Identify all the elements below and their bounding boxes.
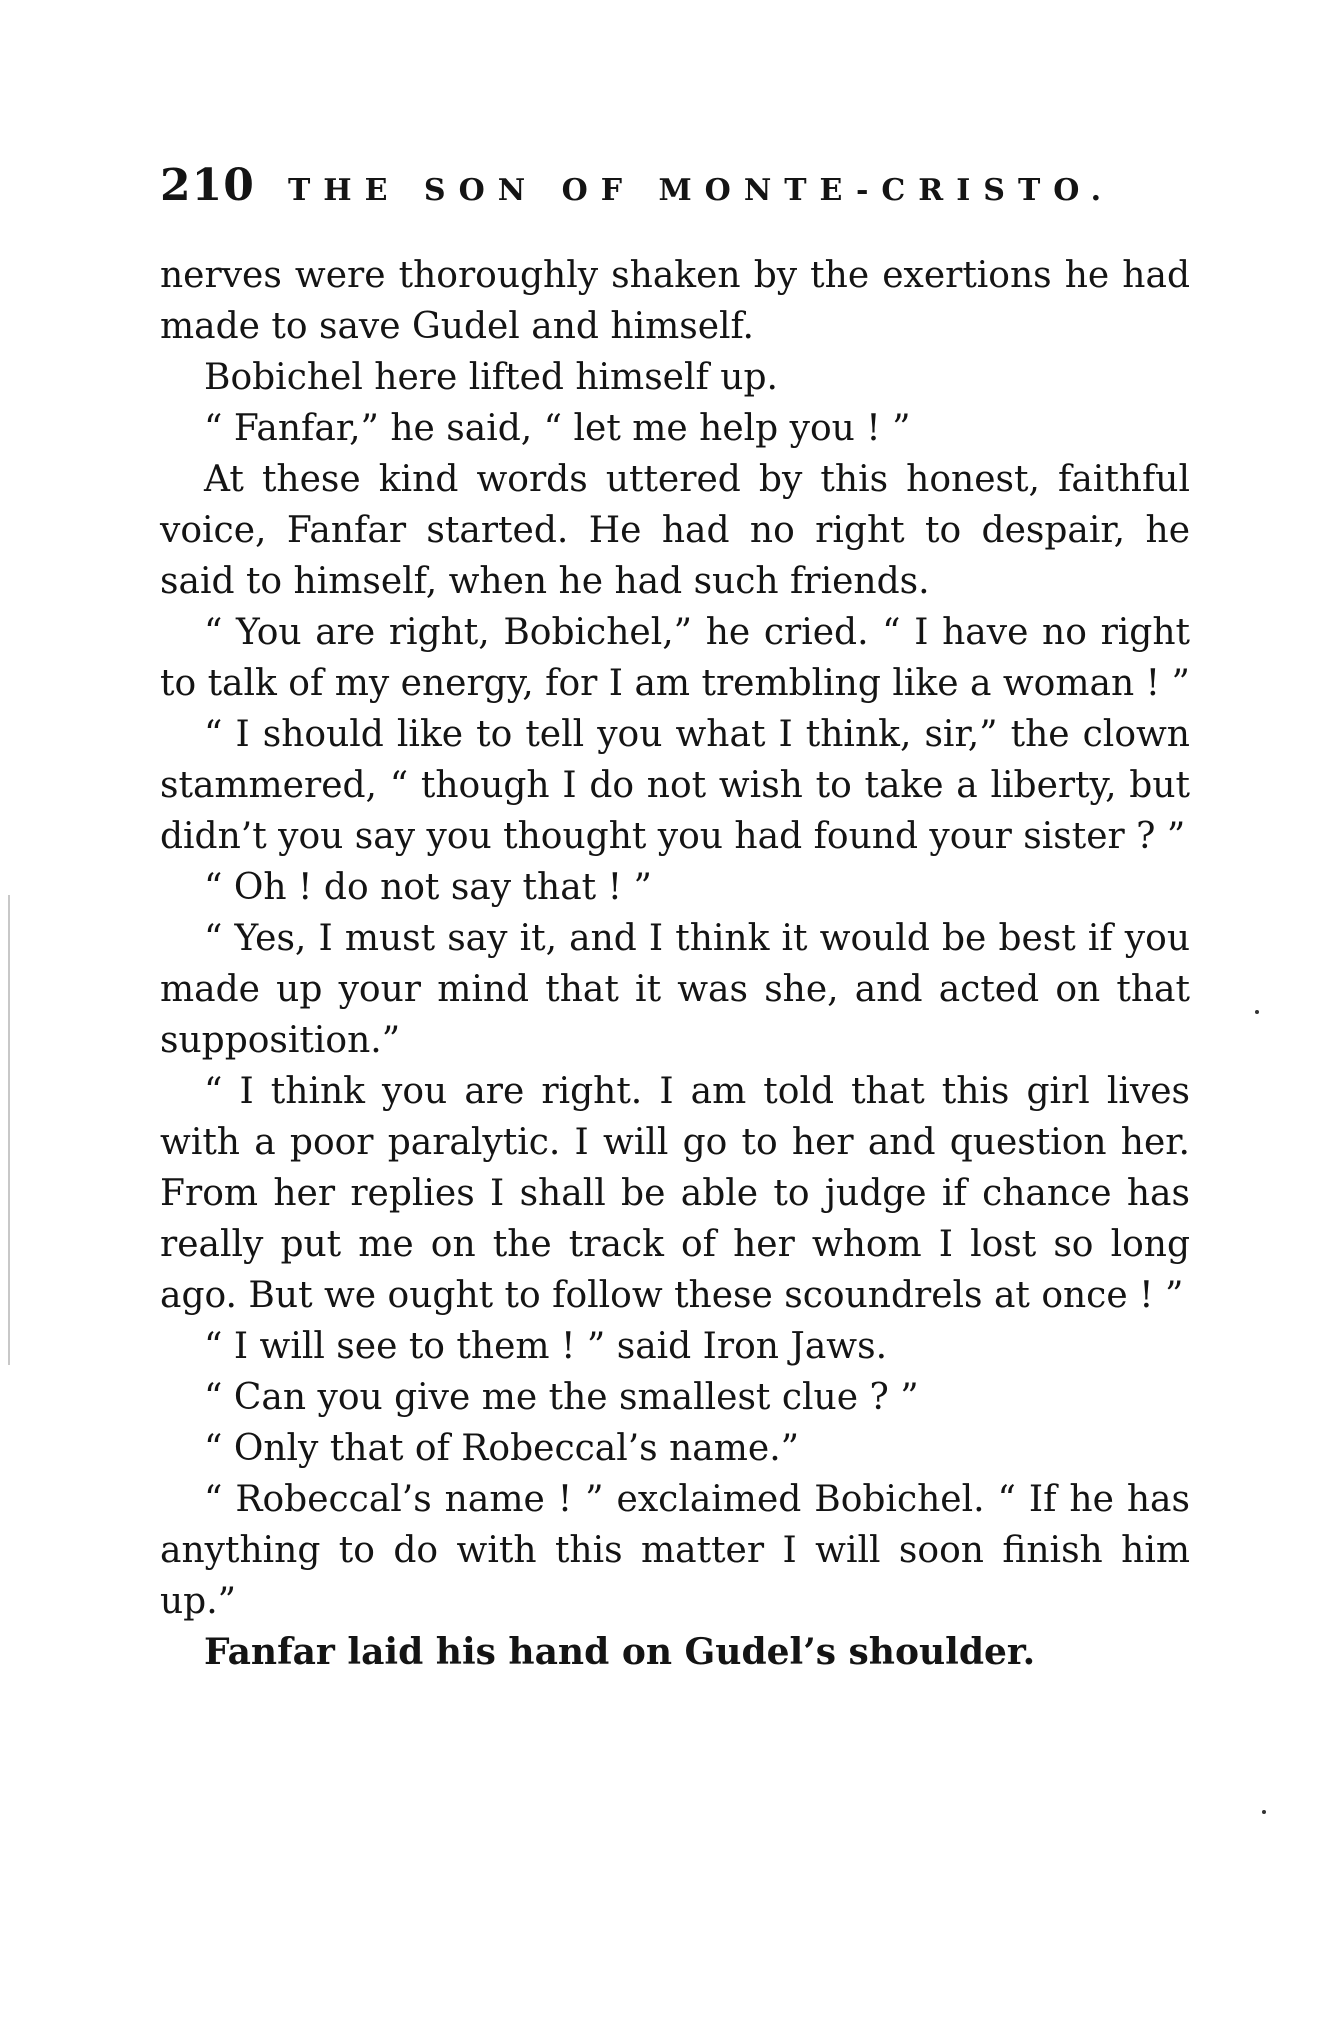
page-header	[160, 160, 1190, 220]
paragraph: “ I think you are right. I am told that this girl lives with a poor paralytic. I will go to her and question her. From her replies I shall be able to judge if chance has really put me on the track of her whom I lost so long ago. But we ought to follow these scoundrels at once ! ”	[160, 1071, 1190, 1316]
paragraph: At these kind words uttered by this honest, faithful voice, Fanfar started. He had no right to despair, he said to himself, when he had such friends.	[160, 459, 1190, 602]
paragraph: “ I will see to them ! ” said Iron Jaws.	[204, 1326, 888, 1367]
running-title: THE SON OF MONTE-CRISTO.	[287, 173, 1115, 208]
paragraph: “ I should like to tell you what I think, sir,” the clown stammered, “ though I do not wish to take a liberty, but didn’t you say you thought you had found your sister ? ”	[160, 714, 1190, 857]
book-page	[160, 160, 1190, 1678]
scan-speck	[1262, 1810, 1266, 1814]
body-text	[160, 250, 1190, 1678]
paragraph: nerves were thoroughly shaken by the exertions he had made to save Gudel and himself.	[160, 255, 1190, 347]
paragraph: “ Oh ! do not say that ! ”	[204, 867, 652, 908]
paragraph: “ Fanfar,” he said, “ let me help you ! ”	[204, 408, 911, 449]
scan-margin-line	[8, 895, 10, 1365]
paragraph: “ Robeccal’s name ! ” exclaimed Bobichel. “ If he has anything to do with this matter I will soon finish him up.”	[160, 1479, 1190, 1622]
paragraph: “ Yes, I must say it, and I think it would be best if you made up your mind that it was she, and acted on that supposition.”	[160, 918, 1190, 1061]
page-number: 210	[160, 160, 255, 211]
paragraph: “ Can you give me the smallest clue ? ”	[204, 1377, 919, 1418]
paragraph: Bobichel here lifted himself up.	[204, 357, 778, 398]
paragraph: “ You are right, Bobichel,” he cried. “ I have no right to talk of my energy, for I am trembling like a woman ! ”	[160, 612, 1190, 704]
paragraph: “ Only that of Robeccal’s name.”	[204, 1428, 800, 1469]
scan-speck	[1255, 1010, 1259, 1014]
paragraph: Fanfar laid his hand on Gudel’s shoulder.	[204, 1631, 1036, 1673]
